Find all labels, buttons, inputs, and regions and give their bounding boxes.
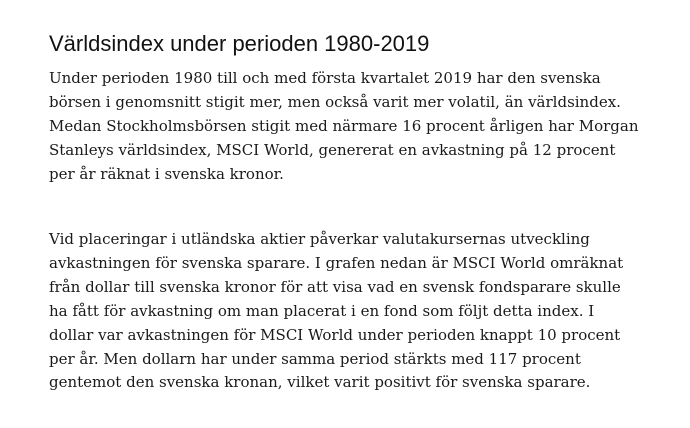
page-title: Världsindex under perioden 1980-2019: [49, 31, 430, 56]
paragraph-line: Stanleys världsindex, MSCI World, genererat en avkastning på 12 procent: [49, 140, 616, 159]
paragraph-line: dollar var avkastningen för MSCI World under perioden knappt 10 procent: [49, 325, 621, 344]
paragraph-line: från dollar till svenska kronor för att visa vad en svensk fondsparare skulle: [49, 277, 621, 296]
paragraph-line: Vid placeringar i utländska aktier påverkar valutakursernas utveckling: [49, 230, 590, 248]
paragraph-line: Medan Stockholmsbörsen stigit med närmare 16 procent årligen har Morgan: [49, 116, 639, 135]
paragraph-line: per år. Men dollarn har under samma period stärkts med 117 procent: [49, 349, 581, 368]
paragraph-line: ha fått för avkastning om man placerat i en fond som följt detta index. I: [49, 301, 595, 320]
paragraph-currency: [49, 228, 623, 395]
paragraph-line: gentemot den svenska kronan, vilket varit positivt för svenska sparare.: [49, 373, 591, 392]
paragraph-line: Under perioden 1980 till och med första kvartalet 2019 har den svenska: [49, 69, 601, 87]
paragraph-intro: [49, 67, 639, 187]
paragraph-line: per år räknat i svenska kronor.: [49, 164, 284, 183]
paragraph-line: avkastningen för svenska sparare. I grafen nedan är MSCI World omräknat: [49, 253, 624, 272]
paragraph-line: börsen i genomsnitt stigit mer, men också varit mer volatil, än världsindex.: [49, 92, 621, 111]
